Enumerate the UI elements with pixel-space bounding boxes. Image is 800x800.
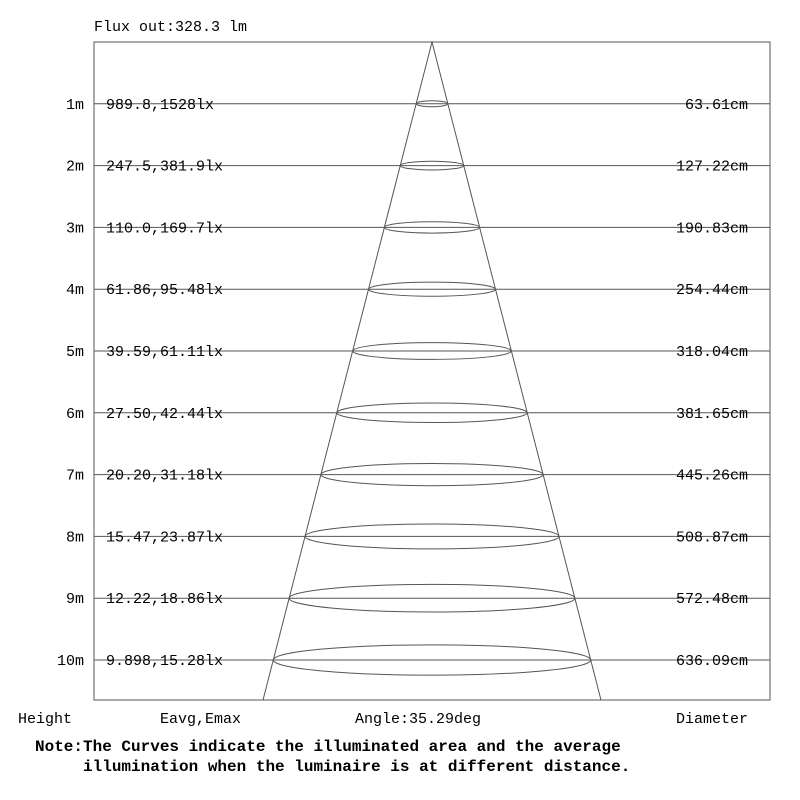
row-illuminance: 20.20,31.18lx xyxy=(106,467,224,485)
row-diameter: 127.22cm xyxy=(675,158,748,176)
row-illuminance: 110.0,169.7lx xyxy=(106,220,224,238)
row-illuminance: 61.86,95.48lx xyxy=(106,282,224,300)
row-diameter: 254.44cm xyxy=(675,282,748,300)
height-label: Height xyxy=(18,711,73,728)
note-line-1: Note:The Curves indicate the illuminated area and the average xyxy=(35,738,621,756)
beam-left-edge xyxy=(263,42,432,700)
row-illuminance: 989.8,1528lx xyxy=(106,96,215,114)
row-diameter: 381.65cm xyxy=(675,405,748,423)
beam-cone xyxy=(263,42,601,700)
row-height: 2m xyxy=(65,158,84,176)
row-illuminance: 9.898,15.28lx xyxy=(106,653,224,670)
diameter-label: Diameter xyxy=(675,711,748,728)
row-illuminance: 247.5,381.9lx xyxy=(106,158,224,176)
row-height: 9m xyxy=(65,591,84,609)
row-diameter: 190.83cm xyxy=(675,220,748,238)
illuminance-label: Eavg,Emax xyxy=(160,711,242,728)
row-diameter: 636.09cm xyxy=(675,653,748,670)
row-height: 5m xyxy=(65,344,84,361)
row-illuminance: 12.22,18.86lx xyxy=(106,591,224,609)
angle-label: Angle:35.29deg xyxy=(355,711,482,728)
row-diameter: 445.26cm xyxy=(675,467,748,485)
row-height: 1m xyxy=(65,96,84,114)
row-height: 6m xyxy=(65,405,84,423)
row-diameter: 508.87cm xyxy=(675,529,748,547)
row-diameter: 63.61cm xyxy=(684,96,748,114)
row-height: 7m xyxy=(65,467,84,485)
row-diameter: 318.04cm xyxy=(675,344,748,361)
note-line-2: illumination when the luminaire is at different distance. xyxy=(35,758,631,776)
distance-rows xyxy=(57,97,748,670)
flux-label: Flux out:328.3 lm xyxy=(94,19,248,36)
row-illuminance: 39.59,61.11lx xyxy=(106,344,224,361)
row-diameter: 572.48cm xyxy=(675,591,748,609)
row-illuminance: 15.47,23.87lx xyxy=(106,529,224,547)
note xyxy=(35,737,795,777)
row-height: 8m xyxy=(65,529,84,547)
grid-lines xyxy=(94,104,770,660)
row-height: 10m xyxy=(56,653,84,670)
row-illuminance: 27.50,42.44lx xyxy=(106,405,224,423)
row-height: 3m xyxy=(65,220,84,238)
beam-right-edge xyxy=(432,42,601,700)
row-height: 4m xyxy=(65,282,84,300)
